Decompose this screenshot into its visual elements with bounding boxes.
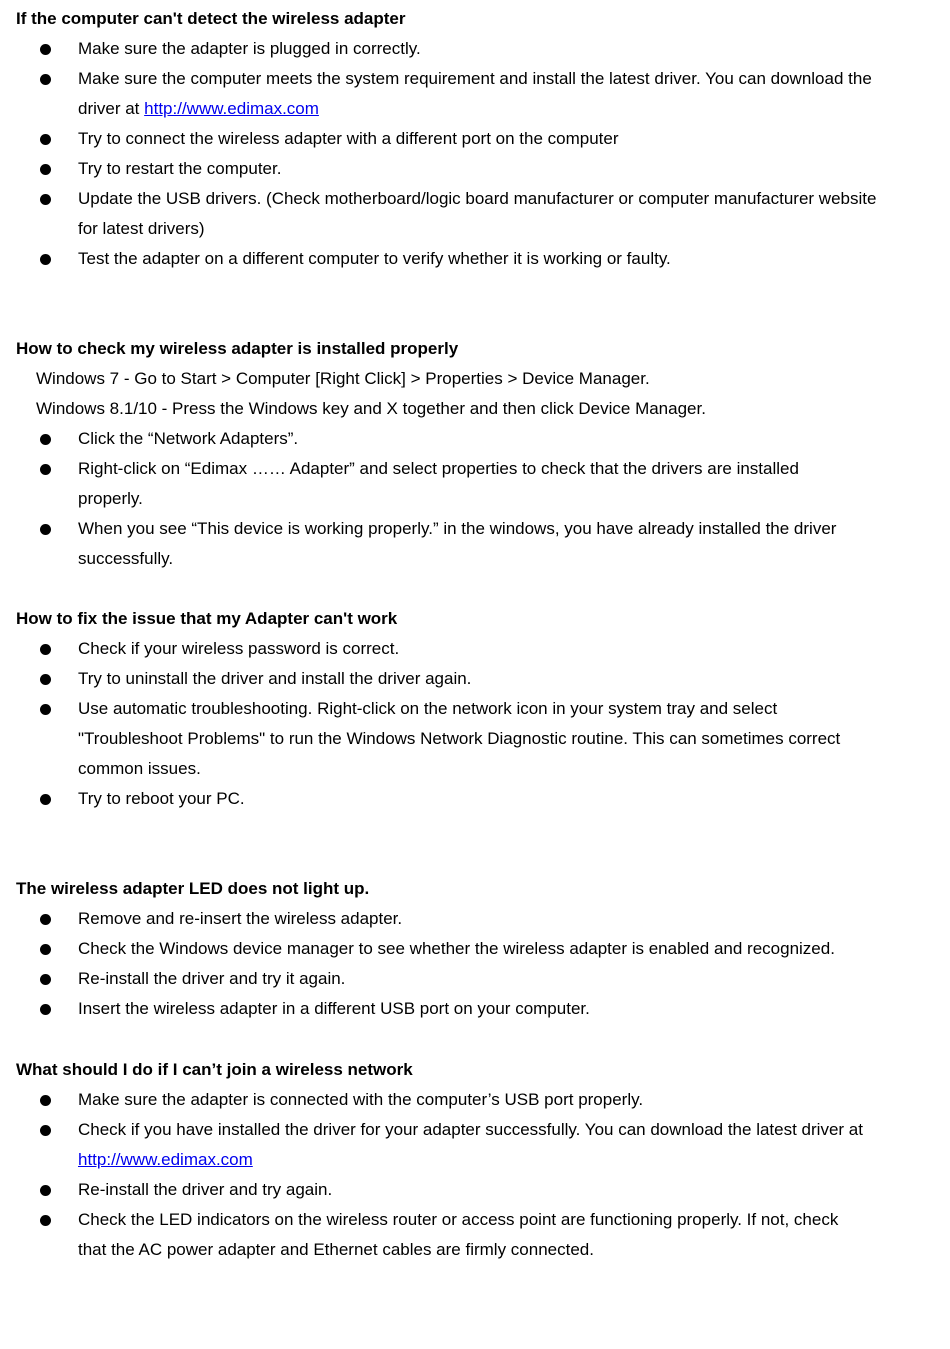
list-item-text: Make sure the adapter is plugged in correctly.	[78, 39, 421, 58]
list-item-text: Try to connect the wireless adapter with a different port on the computer	[78, 129, 619, 148]
section-heading: How to fix the issue that my Adapter can't work	[16, 609, 398, 628]
list-item-text: Re-install the driver and try again.	[78, 1180, 333, 1199]
bullet-icon	[40, 704, 51, 715]
list-item-text: Update the USB drivers. (Check motherboard/logic board manufacturer or computer manufacturer website for latest drivers)	[78, 189, 877, 238]
bullet-icon	[40, 434, 51, 445]
bullet-icon	[40, 1095, 51, 1106]
list-item-text: When you see “This device is working properly.” in the windows, you have already installed the driver successfully.	[78, 519, 837, 568]
instruction-line: Windows 8.1/10 - Press the Windows key and X together and then click Device Manager.	[36, 399, 706, 418]
bullet-icon	[40, 464, 51, 475]
list-item-text: Right-click on “Edimax …… Adapter” and select properties to check that the drivers are installed properly.	[78, 459, 799, 508]
list-item-text	[78, 1115, 868, 1175]
bullet-icon	[40, 74, 51, 85]
list-item-text-part: Check if you have installed the driver for your adapter successfully. You can download the latest driver at	[78, 1120, 863, 1139]
list-item-text: Try to uninstall the driver and install the driver again.	[78, 669, 472, 688]
bullet-icon	[40, 914, 51, 925]
list-item-text: Click the “Network Adapters”.	[78, 429, 299, 448]
list-item-text: Check the Windows device manager to see whether the wireless adapter is enabled and recognized.	[78, 939, 835, 958]
edimax-link[interactable]: http://www.edimax.com	[78, 1150, 253, 1169]
bullet-icon	[40, 794, 51, 805]
list-item-text: Use automatic troubleshooting. Right-click on the network icon in your system tray and select "Troubleshoot Problems" to run the Windows Network Diagnostic routine. This can sometimes correct common issues.	[78, 699, 841, 778]
list-item-text: Try to restart the computer.	[78, 159, 282, 178]
list-item-text	[78, 64, 908, 124]
edimax-link[interactable]: http://www.edimax.com	[144, 99, 319, 118]
bullet-icon	[40, 1004, 51, 1015]
section-heading: If the computer can't detect the wireless adapter	[16, 9, 406, 28]
list-item-text: Try to reboot your PC.	[78, 789, 245, 808]
bullet-icon	[40, 1215, 51, 1226]
instruction-line: Windows 7 - Go to Start > Computer [Right Click] > Properties > Device Manager.	[36, 369, 650, 388]
bullet-icon	[40, 44, 51, 55]
bullet-icon	[40, 944, 51, 955]
list-item-text-part: Make sure the computer meets the system requirement and install the latest driver. You can download the driver at	[78, 69, 872, 118]
bullet-icon	[40, 194, 51, 205]
bullet-icon	[40, 134, 51, 145]
bullet-icon	[40, 674, 51, 685]
section-heading: How to check my wireless adapter is installed properly	[16, 339, 459, 358]
list-item-text: Check the LED indicators on the wireless router or access point are functioning properly. If not, check that the AC power adapter and Ethernet cables are firmly connected.	[78, 1210, 839, 1259]
list-item-text: Insert the wireless adapter in a different USB port on your computer.	[78, 999, 590, 1018]
bullet-icon	[40, 164, 51, 175]
bullet-icon	[40, 1125, 51, 1136]
bullet-icon	[40, 974, 51, 985]
bullet-icon	[40, 254, 51, 265]
list-item-text: Remove and re-insert the wireless adapter.	[78, 909, 403, 928]
list-item-text: Re-install the driver and try it again.	[78, 969, 346, 988]
bullet-icon	[40, 1185, 51, 1196]
list-item-text: Test the adapter on a different computer to verify whether it is working or faulty.	[78, 249, 671, 268]
list-item-text: Make sure the adapter is connected with the computer’s USB port properly.	[78, 1090, 644, 1109]
bullet-icon	[40, 524, 51, 535]
list-item-text: Check if your wireless password is correct.	[78, 639, 400, 658]
bullet-icon	[40, 644, 51, 655]
section-heading: The wireless adapter LED does not light up.	[16, 879, 370, 898]
section-heading: What should I do if I can’t join a wireless network	[16, 1060, 413, 1079]
